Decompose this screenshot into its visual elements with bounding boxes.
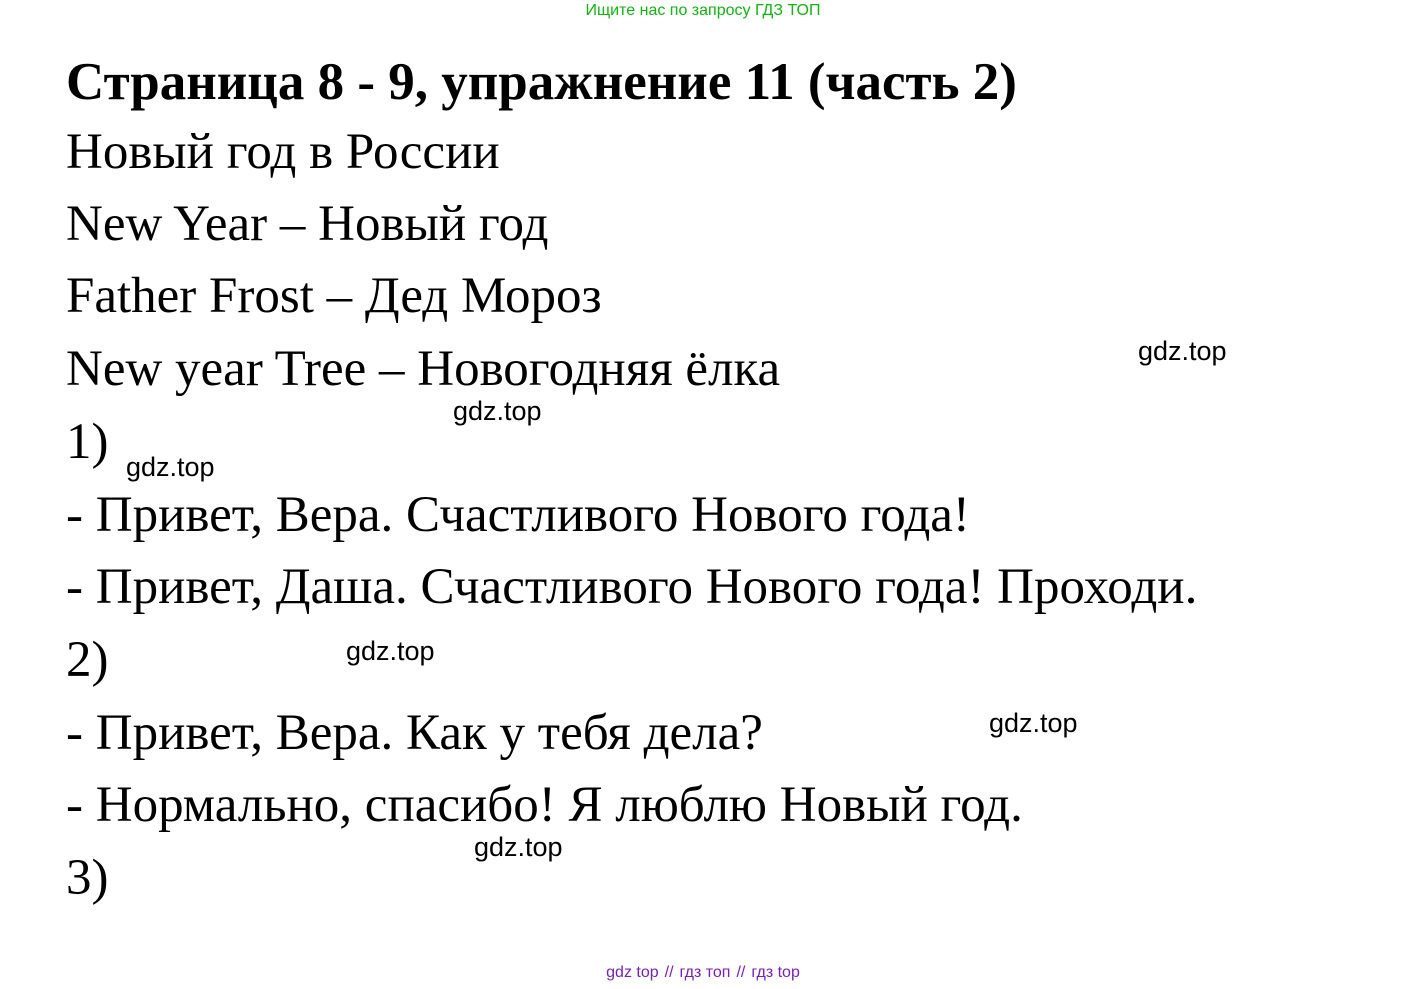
dialogue-1-line-1: - Привет, Вера. Счастливого Нового года! xyxy=(66,487,970,543)
watermark: gdz.top xyxy=(346,636,435,666)
footer-separator: // xyxy=(664,964,674,981)
vocab-line-father-frost: Father Frost – Дед Мороз xyxy=(66,268,602,324)
watermark: gdz.top xyxy=(1138,336,1227,366)
dialogue-number-2: 2) xyxy=(66,632,109,688)
vocab-line-new-year: New Year – Новый год xyxy=(66,196,549,252)
watermark: gdz.top xyxy=(126,452,215,482)
vocab-line-new-year-tree: New year Tree – Новогодняя ёлка xyxy=(66,341,781,397)
watermark: gdz.top xyxy=(453,396,542,426)
watermark: gdz.top xyxy=(989,708,1078,738)
footer-separator: // xyxy=(736,964,746,981)
dialogue-number-1: 1) xyxy=(66,414,109,470)
footer xyxy=(0,962,1406,984)
top-banner: Ищите нас по запросу ГДЗ ТОП xyxy=(585,2,821,19)
dialogue-2-line-2: - Нормально, спасибо! Я люблю Новый год. xyxy=(66,777,1023,833)
page-title: Страница 8 - 9, упражнение 11 (часть 2) xyxy=(66,53,1017,111)
footer-link[interactable]: гдз top xyxy=(751,964,800,981)
dialogue-number-3: 3) xyxy=(66,850,109,906)
dialogue-2-line-1: - Привет, Вера. Как у тебя дела? xyxy=(66,705,763,761)
footer-link[interactable]: gdz top xyxy=(606,964,659,981)
watermark: gdz.top xyxy=(474,832,563,862)
dialogue-1-line-2: - Привет, Даша. Счастливого Нового года! Проходи. xyxy=(66,559,1198,615)
footer-link[interactable]: гдз топ xyxy=(679,964,731,981)
text-line-heading: Новый год в России xyxy=(66,124,500,180)
